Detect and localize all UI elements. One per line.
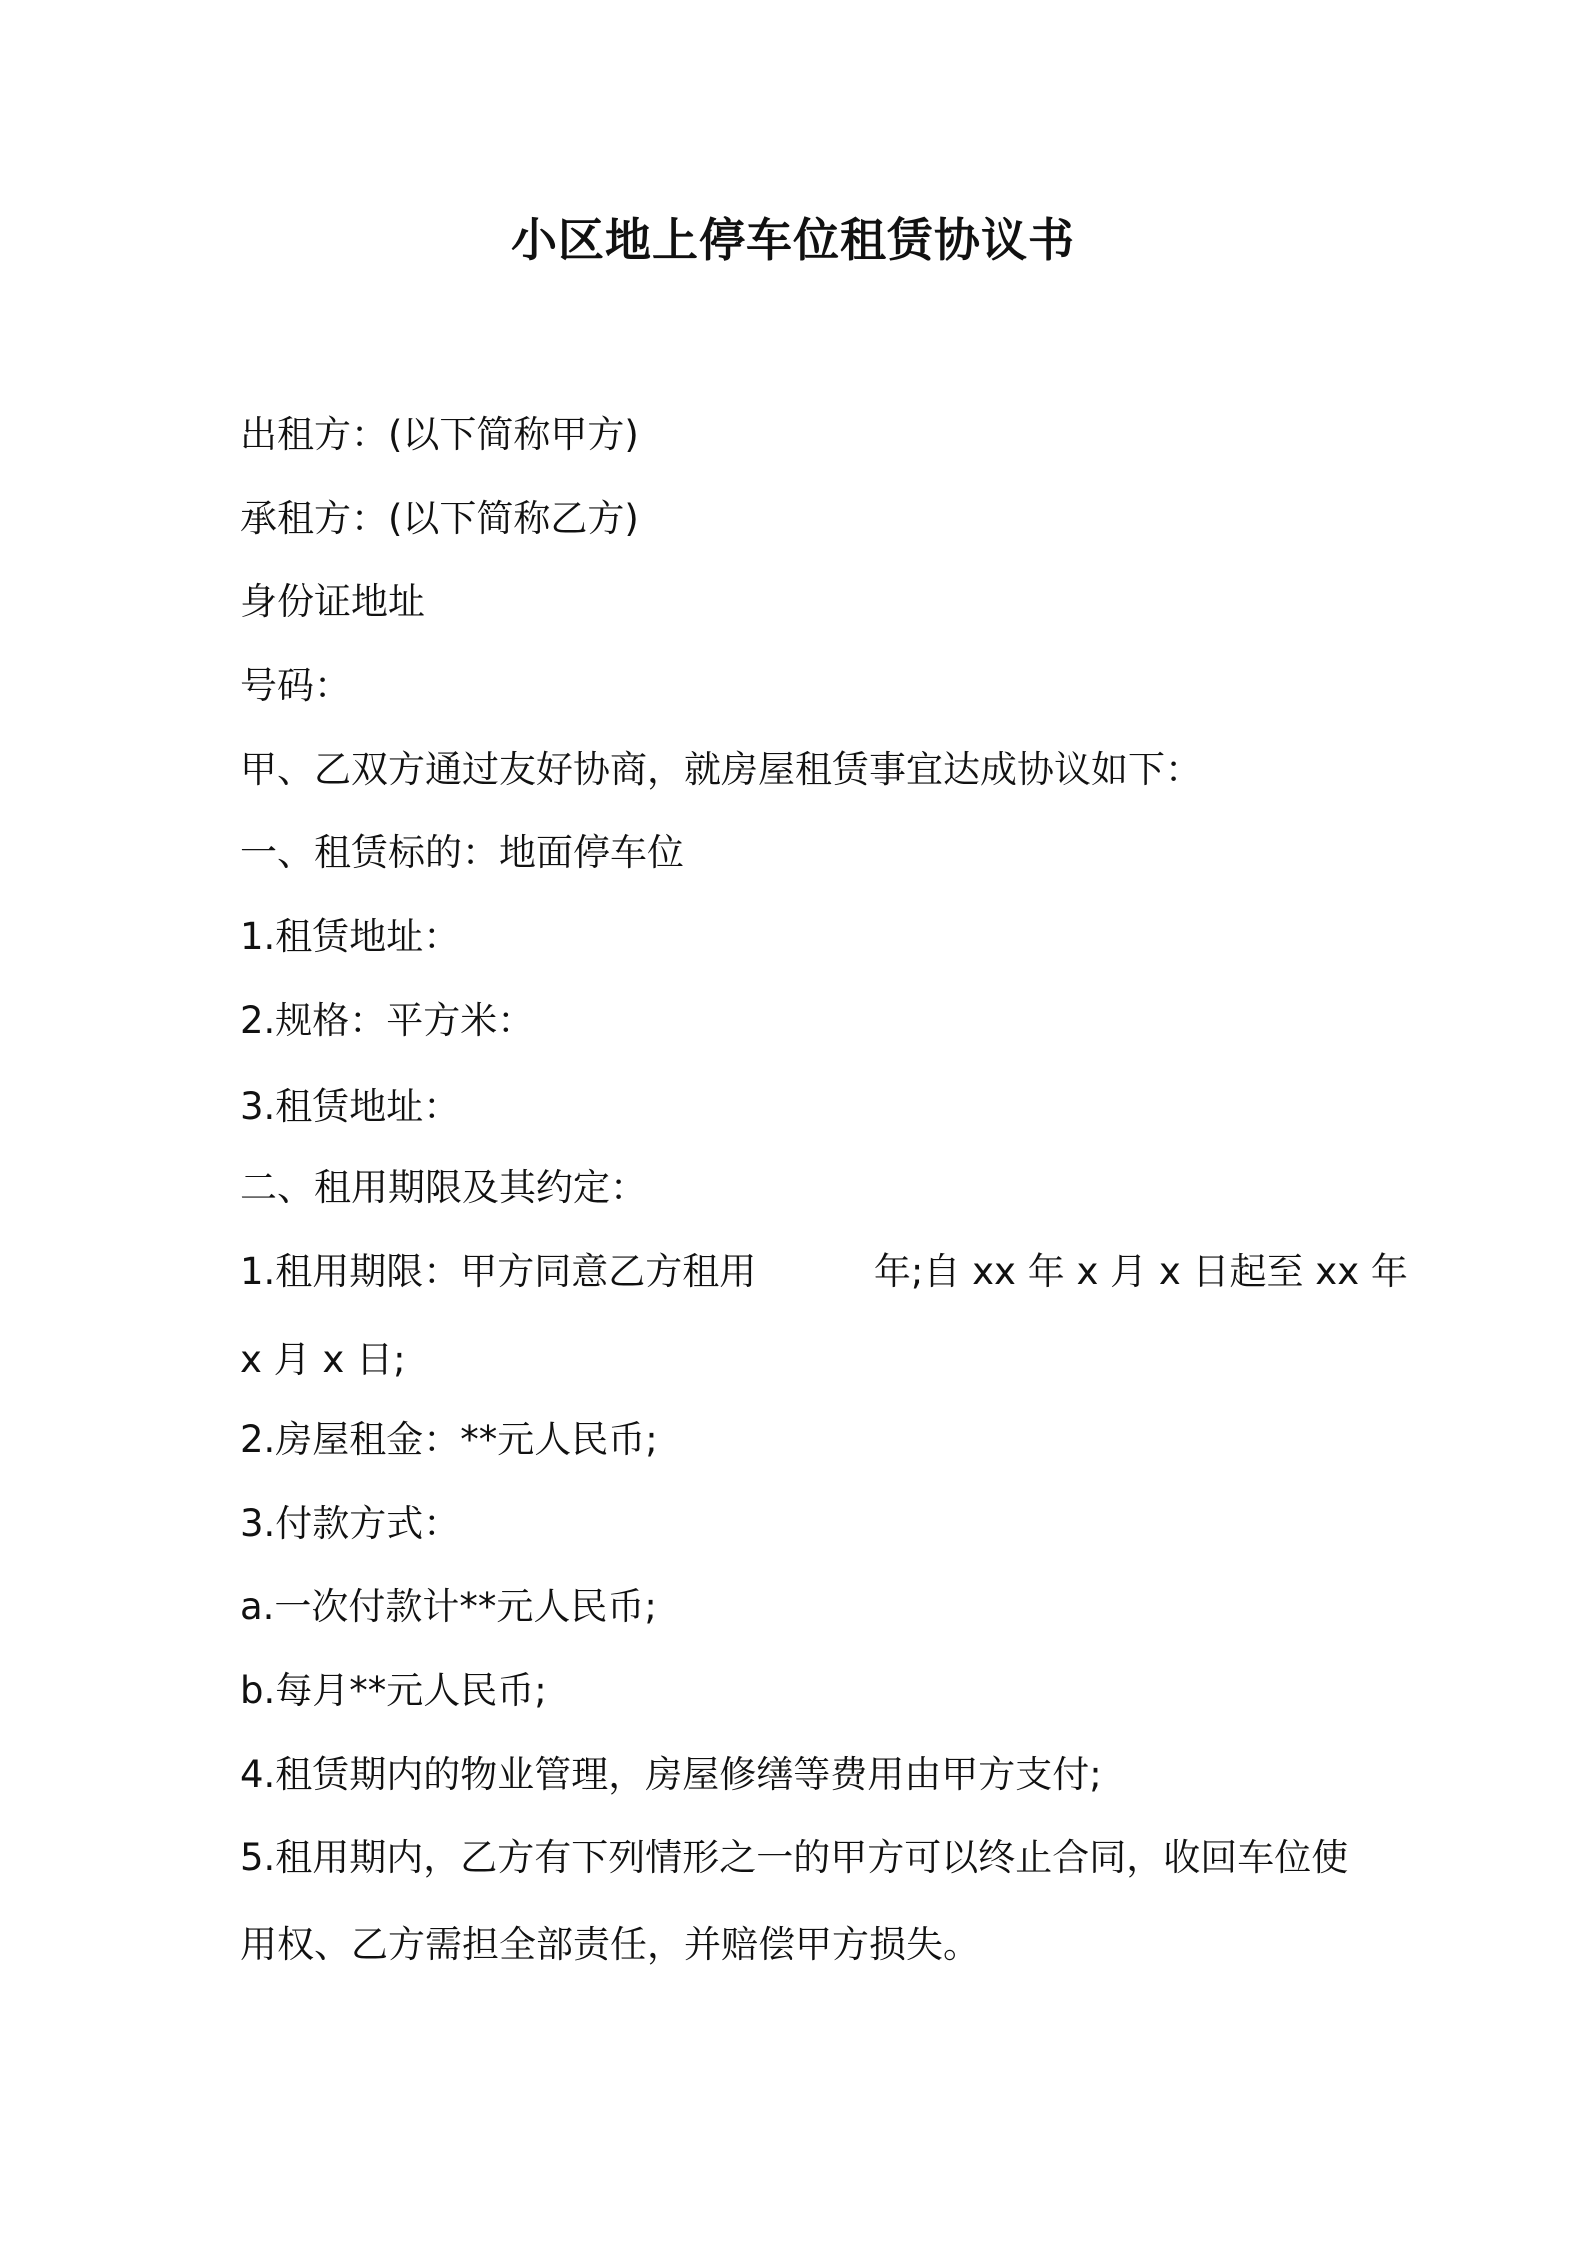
lessee-line: 承租方：(以下简称乙方) [240, 497, 639, 540]
section-two-heading: 二、租用期限及其约定： [240, 1166, 647, 1209]
agreement-intro-line: 甲、乙双方通过友好协商，就房屋租赁事宜达成协议如下： [240, 748, 1202, 791]
property-fees-line: 4.租赁期内的物业管理，房屋修缮等费用由甲方支付; [240, 1753, 1102, 1796]
lease-term-line-cont: x 月 x 日; [240, 1338, 406, 1381]
document-title: 小区地上停车位租赁协议书 [511, 213, 1075, 267]
specification-line: 2.规格：平方米： [240, 999, 535, 1042]
section-one-heading: 一、租赁标的：地面停车位 [240, 831, 684, 874]
rent-line: 2.房屋租金：**元人民币; [240, 1418, 658, 1461]
id-address-line: 身份证地址 [240, 580, 425, 623]
id-number-line: 号码： [240, 664, 351, 707]
lease-address-line-2: 3.租赁地址： [240, 1085, 461, 1128]
lease-address-line: 1.租赁地址： [240, 915, 461, 958]
termination-line: 5.租用期内，乙方有下列情形之一的甲方可以终止合同，收回车位使 [240, 1836, 1349, 1879]
payment-method-line: 3.付款方式： [240, 1502, 461, 1545]
lessor-line: 出租方：(以下简称甲方) [240, 413, 639, 456]
termination-line-cont: 用权、乙方需担全部责任，并赔偿甲方损失。 [240, 1923, 980, 1966]
payment-option-b: b.每月**元人民币; [240, 1669, 547, 1712]
lease-term-line: 1.租用期限：甲方同意乙方租用 年;自 xx 年 x 月 x 日起至 xx 年 [240, 1250, 1408, 1293]
payment-option-a: a.一次付款计**元人民币; [240, 1585, 657, 1628]
